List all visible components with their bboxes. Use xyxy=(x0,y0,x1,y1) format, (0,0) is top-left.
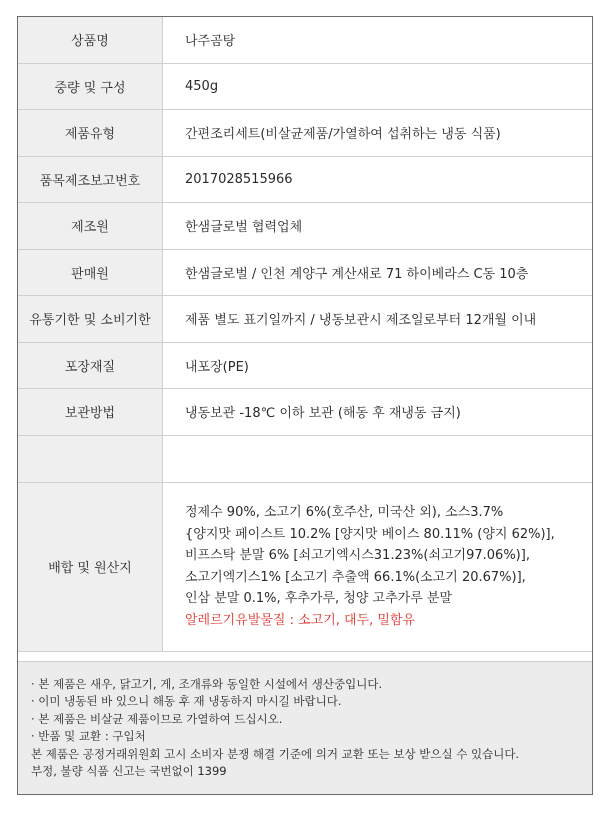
notice-line: 부정, 불량 식품 신고는 국번없이 1399 xyxy=(31,764,227,779)
row-label: 중량 및 구성 xyxy=(18,63,163,110)
row-label: 제조원 xyxy=(18,203,163,250)
table-row-packaging xyxy=(18,342,592,389)
row-label-empty xyxy=(18,435,163,482)
row-label: 제품유형 xyxy=(18,110,163,157)
table-row-weight xyxy=(18,63,592,110)
notice-line: · 이미 냉동된 바 있으니 해동 후 재 냉동하지 마시길 바랍니다. xyxy=(31,694,342,709)
table-row-product-type xyxy=(18,110,592,157)
row-value: 2017028515966 xyxy=(163,156,593,203)
table-row-expiry xyxy=(18,296,592,343)
row-label: 상품명 xyxy=(18,17,163,63)
product-info-sheet xyxy=(17,16,593,795)
notice-line: · 반품 및 교환 : 구입처 xyxy=(31,729,146,744)
row-value: 내포장(PE) xyxy=(163,342,593,389)
row-label: 판매원 xyxy=(18,249,163,296)
notice-line: · 본 제품은 새우, 닭고기, 게, 조개류와 동일한 시설에서 생산중입니다. xyxy=(31,677,383,691)
ingredient-line: 정제수 90%, 소고기 6%(호주산, 미국산 외), 소스3.7% xyxy=(185,505,504,520)
notice-line: 본 제품은 공정거래위원회 고시 소비자 분쟁 해결 기준에 의거 교환 또는 보상 받으실 수 있습니다. xyxy=(31,746,520,761)
notice-line: · 본 제품은 비살균 제품이므로 가열하여 드십시오. xyxy=(31,711,283,726)
row-value: 나주곰탕 xyxy=(163,17,593,63)
row-value-empty xyxy=(163,435,593,482)
ingredient-line: 소고기엑기스1% [소고기 추출액 66.1%(소고기 20.67%)], xyxy=(185,569,526,585)
row-value: 한샘글로벌 / 인천 계양구 계산새로 71 하이베라스 C동 10층 xyxy=(163,249,593,296)
table-row-report-number xyxy=(18,156,592,203)
row-value: 제품 별도 표기일까지 / 냉동보관시 제조일로부터 12개월 이내 xyxy=(163,296,593,343)
row-label: 포장재질 xyxy=(18,342,163,389)
row-label: 품목제조보고번호 xyxy=(18,156,163,203)
row-value: 한샘글로벌 협력업체 xyxy=(163,203,593,250)
table-row-manufacturer xyxy=(18,203,592,250)
ingredient-line: {양지맛 페이스트 10.2% [양지맛 베이스 80.11% (양지 62%)], xyxy=(185,526,555,542)
notice-box xyxy=(18,661,592,794)
row-label: 보관방법 xyxy=(18,389,163,436)
row-value: 냉동보관 -18℃ 이하 보관 (해동 후 재냉동 금지) xyxy=(163,389,593,436)
ingredient-line: 비프스탁 분말 6% [쇠고기엑시스31.23%(쇠고기97.06%)], xyxy=(185,548,530,563)
table-row-product-name xyxy=(18,17,592,63)
ingredients-list xyxy=(185,502,592,631)
ingredients-value xyxy=(163,482,593,651)
table-row-seller xyxy=(18,249,592,296)
row-value: 450g xyxy=(163,63,593,110)
table-row-empty xyxy=(18,435,592,482)
table-row-storage xyxy=(18,389,592,436)
allergy-warning: 알레르기유발물질 : 소고기, 대두, 밀함유 xyxy=(185,612,416,628)
ingredient-line: 인삼 분말 0.1%, 후추가루, 청양 고추가루 분말 xyxy=(185,591,453,606)
row-value: 간편조리세트(비살균제품/가열하여 섭취하는 냉동 식품) xyxy=(163,110,593,157)
row-label: 유통기한 및 소비기한 xyxy=(18,296,163,343)
product-info-table xyxy=(18,17,592,652)
row-label: 배합 및 원산지 xyxy=(18,482,163,651)
table-row-ingredients xyxy=(18,482,592,651)
